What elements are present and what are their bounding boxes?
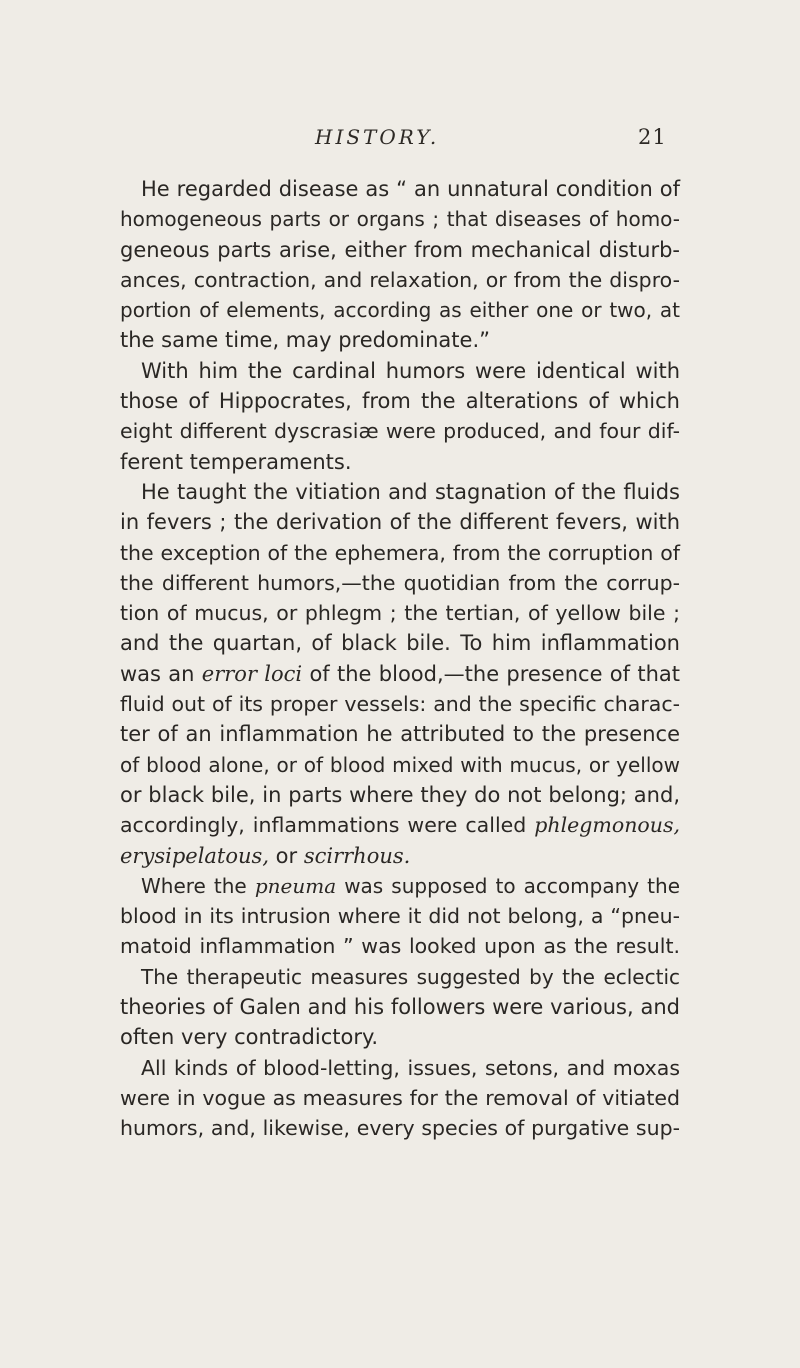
text-line: fluid out of its proper vessels: and the specific charac- [120, 692, 680, 717]
text-line: of blood alone, or of blood mixed with mucus, or yellow [120, 752, 680, 777]
text-line: He regarded disease as “ an unnatural condition of [141, 177, 680, 201]
text-line: He taught the vitiation and stagnation of the fluids [141, 479, 680, 504]
text-line: eight different dyscrasiæ were produced, and four dif- [120, 419, 680, 444]
text-line: were in vogue as measures for the removal of vitiated [120, 1085, 680, 1110]
text-line: blood in its intrusion where it did not belong, a “pneu- [120, 904, 680, 929]
text-line: matoid inflammation ” was looked upon as the result. [120, 934, 680, 959]
text-line: humors, and, likewise, every species of purgative sup- [120, 1116, 680, 1141]
text-line: and the quartan, of black bile. To him inflammation [120, 631, 680, 656]
running-title: HISTORY. [315, 125, 440, 149]
text-line: homogeneous parts or organs ; that diseases of homo- [120, 207, 680, 232]
text-line: theories of Galen and his followers were various, and [120, 995, 680, 1020]
text-line: was an error loci of the blood,—the presence of that [120, 661, 680, 686]
text-line: in fevers ; the derivation of the different fevers, with [120, 510, 680, 535]
text-line: Where the pneuma was supposed to accompany the [141, 873, 681, 898]
text-line: ferent temperaments. [120, 449, 352, 474]
text-line: or black bile, in parts where they do not belong; and, [120, 782, 680, 807]
body-text [120, 174, 680, 1144]
text-line: erysipelatous, or scirrhous. [120, 843, 411, 868]
text-line: All kinds of blood-letting, issues, setons, and moxas [141, 1055, 680, 1080]
text-line: ances, contraction, and relaxation, or from the dispro- [120, 267, 680, 292]
text-line: The therapeutic measures suggested by the eclectic [141, 964, 680, 989]
text-line: ter of an inflammation he attributed to the presence [120, 722, 680, 747]
text-line: those of Hippocrates, from the alterations of which [120, 389, 680, 414]
text-line: often very contradictory. [120, 1025, 379, 1050]
running-head [0, 125, 800, 157]
text-line: portion of elements, according as either one or two, at [120, 298, 680, 323]
text-line: the exception of the ephemera, from the corruption of [120, 540, 680, 565]
text-line: geneous parts arise, either from mechanical disturb- [120, 237, 680, 262]
text-line: the different humors,—the quotidian from the corrup- [120, 570, 680, 595]
text-line: the same time, may predominate.” [120, 328, 491, 353]
page-number: 21 [638, 125, 667, 149]
text-line: tion of mucus, or phlegm ; the tertian, of yellow bile ; [120, 601, 680, 626]
text-line: accordingly, inflammations were called phlegmonous, [120, 813, 680, 838]
text-line: With him the cardinal humors were identical with [141, 358, 680, 383]
